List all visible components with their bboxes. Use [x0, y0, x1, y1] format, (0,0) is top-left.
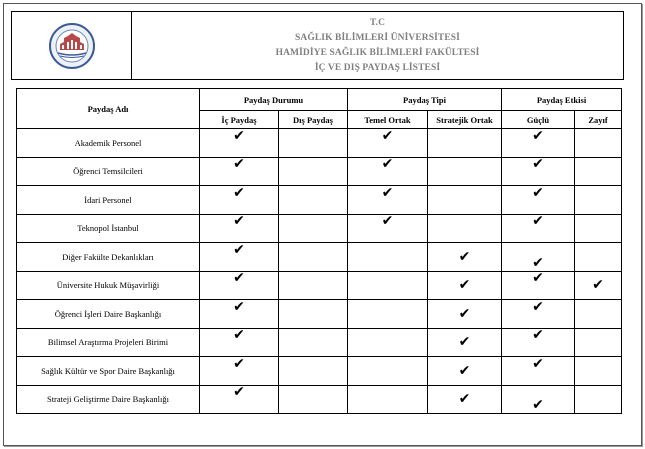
- stakeholder-name: Akademik Personel: [17, 129, 200, 158]
- cell-core-partner: [348, 300, 428, 329]
- table-row: [17, 271, 622, 300]
- stakeholder-name: Öğrenci İşleri Daire Başkanlığı: [17, 300, 200, 329]
- checkmark-icon: ✔: [458, 362, 471, 379]
- table-row: [17, 186, 622, 215]
- checkmark-icon: ✔: [233, 270, 245, 287]
- cell-weak: [575, 357, 622, 386]
- cell-internal: [200, 214, 279, 243]
- group-header-status: Paydaş Durumu: [200, 89, 348, 111]
- table-row: [17, 328, 622, 357]
- stakeholder-table: [16, 88, 622, 414]
- cell-strategic-partner: [428, 385, 502, 414]
- checkmark-icon: ✔: [532, 298, 544, 315]
- table-row: [17, 129, 622, 158]
- cell-strategic-partner: [428, 300, 502, 329]
- cell-internal: [200, 385, 279, 414]
- table-body: [17, 129, 622, 414]
- document-title-block: [132, 12, 623, 79]
- checkmark-icon: ✔: [381, 213, 394, 230]
- logo-cell: [12, 12, 132, 79]
- table-row: [17, 157, 622, 186]
- cell-strong: [502, 129, 575, 158]
- checkmark-icon: ✔: [458, 334, 471, 351]
- table-row: [17, 243, 622, 272]
- checkmark-icon: ✔: [532, 254, 544, 271]
- group-header-type: Paydaş Tipi: [348, 89, 502, 111]
- checkmark-icon: ✔: [532, 327, 544, 344]
- table-row: [17, 357, 622, 386]
- cell-weak: [575, 214, 622, 243]
- stakeholder-name: Teknopol İstanbul: [17, 214, 200, 243]
- checkmark-icon: ✔: [233, 213, 245, 230]
- cell-weak: [575, 186, 622, 215]
- cell-external: [279, 129, 348, 158]
- checkmark-icon: ✔: [233, 384, 245, 401]
- cell-weak: [575, 243, 622, 272]
- cell-external: [279, 214, 348, 243]
- checkmark-icon: ✔: [532, 355, 544, 372]
- cell-internal: [200, 186, 279, 215]
- checkmark-icon: ✔: [458, 277, 471, 294]
- stakeholder-name: Öğrenci Temsilcileri: [17, 157, 200, 186]
- subheader-external: Dış Paydaş: [279, 111, 348, 129]
- cell-external: [279, 271, 348, 300]
- cell-strong: [502, 385, 575, 414]
- cell-strong: [502, 214, 575, 243]
- cell-strategic-partner: [428, 129, 502, 158]
- checkmark-icon: ✔: [532, 397, 544, 414]
- checkmark-icon: ✔: [532, 184, 544, 201]
- cell-internal: [200, 328, 279, 357]
- document-header: [11, 11, 624, 80]
- cell-weak: [575, 271, 622, 300]
- cell-strong: [502, 243, 575, 272]
- checkmark-icon: ✔: [381, 127, 394, 144]
- checkmark-icon: ✔: [233, 327, 245, 344]
- cell-strategic-partner: [428, 328, 502, 357]
- table-row: [17, 300, 622, 329]
- checkmark-icon: ✔: [233, 298, 245, 315]
- cell-strategic-partner: [428, 186, 502, 215]
- cell-internal: [200, 357, 279, 386]
- stakeholder-name: Sağlık Kültür ve Spor Daire Başkanlığı: [17, 357, 200, 386]
- stakeholder-name: Bilimsel Araştırma Projeleri Birimi: [17, 328, 200, 357]
- cell-strategic-partner: [428, 357, 502, 386]
- cell-strategic-partner: [428, 157, 502, 186]
- cell-strategic-partner: [428, 271, 502, 300]
- cell-external: [279, 385, 348, 414]
- cell-core-partner: [348, 243, 428, 272]
- cell-external: [279, 300, 348, 329]
- subheader-strong: Güçlü: [502, 111, 575, 129]
- checkmark-icon: ✔: [233, 184, 245, 201]
- name-column-header: Paydaş Adı: [17, 89, 200, 129]
- checkmark-icon: ✔: [592, 277, 604, 294]
- cell-external: [279, 157, 348, 186]
- cell-internal: [200, 271, 279, 300]
- cell-core-partner: [348, 214, 428, 243]
- subheader-strategic-partner: Stratejik Ortak: [428, 111, 502, 129]
- checkmark-icon: ✔: [458, 248, 471, 265]
- subheader-core-partner: Temel Ortak: [348, 111, 428, 129]
- subheader-internal: İç Paydaş: [200, 111, 279, 129]
- cell-external: [279, 243, 348, 272]
- cell-strong: [502, 357, 575, 386]
- checkmark-icon: ✔: [532, 270, 544, 287]
- cell-strong: [502, 328, 575, 357]
- table-row: [17, 214, 622, 243]
- checkmark-icon: ✔: [233, 241, 245, 258]
- header-line-4: İÇ VE DIŞ PAYDAŞ LİSTESİ: [314, 62, 441, 73]
- checkmark-icon: ✔: [233, 156, 245, 173]
- stakeholder-name: Strateji Geliştirme Daire Başkanlığı: [17, 385, 200, 414]
- header-line-2: SAĞLIK BİLİMLERİ ÜNİVERSİTESİ: [295, 32, 460, 43]
- subheader-weak: Zayıf: [575, 111, 622, 129]
- stakeholder-name: İdari Personel: [17, 186, 200, 215]
- cell-external: [279, 328, 348, 357]
- checkmark-icon: ✔: [381, 156, 394, 173]
- cell-weak: [575, 328, 622, 357]
- cell-core-partner: [348, 385, 428, 414]
- cell-weak: [575, 385, 622, 414]
- cell-internal: [200, 300, 279, 329]
- cell-core-partner: [348, 157, 428, 186]
- cell-weak: [575, 129, 622, 158]
- cell-core-partner: [348, 271, 428, 300]
- cell-strategic-partner: [428, 243, 502, 272]
- cell-core-partner: [348, 328, 428, 357]
- university-seal-icon: [48, 22, 96, 70]
- stakeholder-name: Üniversite Hukuk Müşavirliği: [17, 271, 200, 300]
- cell-strong: [502, 186, 575, 215]
- checkmark-icon: ✔: [532, 213, 544, 230]
- cell-core-partner: [348, 129, 428, 158]
- cell-weak: [575, 300, 622, 329]
- checkmark-icon: ✔: [458, 305, 471, 322]
- cell-strong: [502, 271, 575, 300]
- cell-internal: [200, 243, 279, 272]
- cell-strong: [502, 157, 575, 186]
- checkmark-icon: ✔: [458, 391, 471, 408]
- cell-strong: [502, 300, 575, 329]
- cell-strategic-partner: [428, 214, 502, 243]
- header-line-3: HAMİDİYE SAĞLIK BİLİMLERİ FAKÜLTESİ: [275, 47, 480, 58]
- cell-external: [279, 186, 348, 215]
- table-row: [17, 385, 622, 414]
- cell-core-partner: [348, 357, 428, 386]
- header-line-1: T.C: [369, 17, 386, 28]
- cell-weak: [575, 157, 622, 186]
- cell-external: [279, 357, 348, 386]
- cell-internal: [200, 129, 279, 158]
- checkmark-icon: ✔: [532, 156, 544, 173]
- group-header-effect: Paydaş Etkisi: [502, 89, 622, 111]
- checkmark-icon: ✔: [532, 127, 544, 144]
- stakeholder-name: Diğer Fakülte Dekanlıkları: [17, 243, 200, 272]
- checkmark-icon: ✔: [381, 184, 394, 201]
- cell-internal: [200, 157, 279, 186]
- cell-core-partner: [348, 186, 428, 215]
- checkmark-icon: ✔: [233, 355, 245, 372]
- checkmark-icon: ✔: [233, 127, 245, 144]
